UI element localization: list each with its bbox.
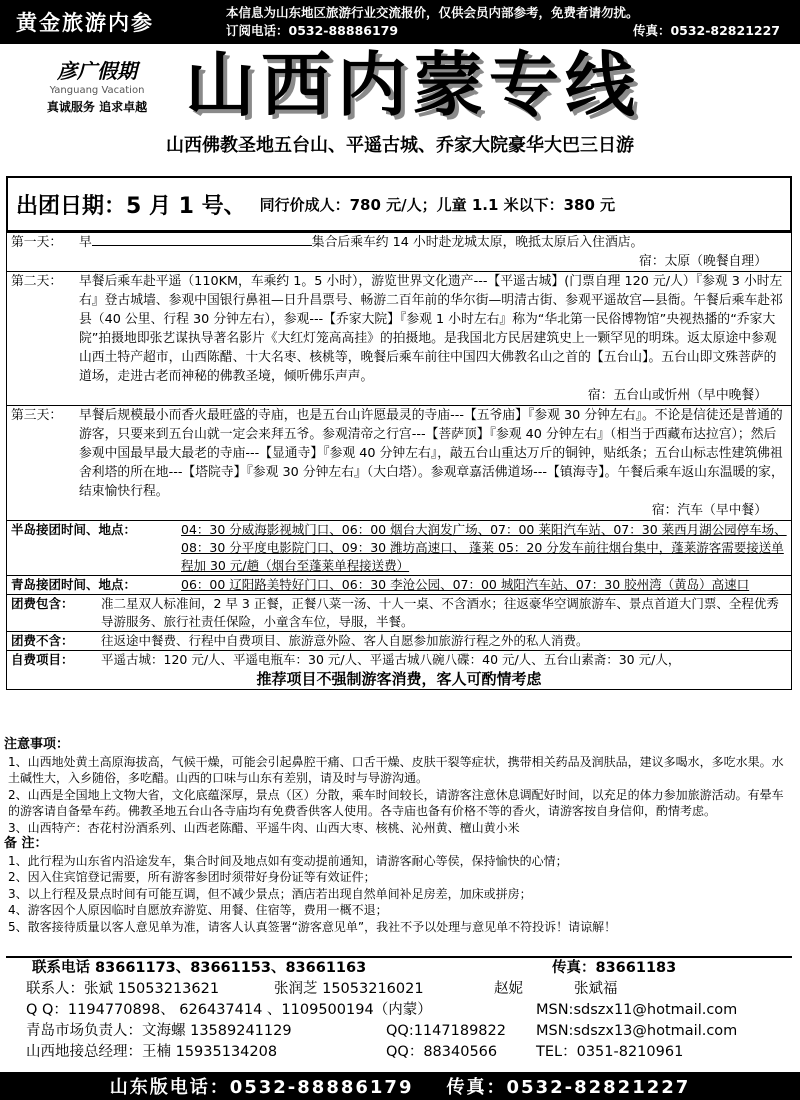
contact-fax: 传真：83661183 xyxy=(552,960,677,976)
logo-slogan: 真诚服务 追求卓越 xyxy=(46,100,148,114)
price-info: 同行价成人：780 元/人；儿童 1.1 米以下：380 元 xyxy=(259,195,616,214)
contact-phones: 联系电话 83661173、83661153、83661163 xyxy=(32,960,367,976)
day-3-stay: 宿：汽车（早中餐） xyxy=(651,503,767,518)
contact-msn: MSN:sdszx11@hotmail.com xyxy=(536,1002,738,1018)
fee-label: 自费项目： xyxy=(11,652,74,667)
shanxi-manager: 山西地接总经理：王楠 15935134208 xyxy=(26,1044,278,1060)
remark-item: 3、以上行程及景点时间有可能互调，但不减少景点；酒店若出现自然单间补足房差，加床或拼房； xyxy=(8,886,532,901)
shanxi-qq: QQ：88340566 xyxy=(386,1044,498,1060)
pickup-text: 04：30 分威海影视城门口、06：00 烟台大润发广场、07：00 莱阳汽车站、07：30 莱西月湖公园停车场、08：30 分平度电影院门口、09：30 潍坊高速口、 蓬莱 05：20 分发车前往烟台集中，蓬莱游客需要接送单程加 30 元/趟（烟台至蓬莱单程接送费） xyxy=(181,522,787,573)
pickup-qingdao xyxy=(7,576,791,595)
day-1-pre: 早 xyxy=(79,235,92,250)
remark-item: 4、游客因个人原因临时自愿放弃游览、用餐、住宿等，费用一概不退； xyxy=(8,903,388,917)
page-title: 山西内蒙专线 xyxy=(185,44,641,126)
pickup-label: 半岛接团时间、地点： xyxy=(11,522,137,537)
day-2-stay: 宿：五台山或忻州（早中晚餐） xyxy=(587,388,767,403)
contact-person: 张润芝 15053216021 xyxy=(274,981,424,997)
pickup-label: 青岛接团时间、地点： xyxy=(11,577,137,592)
tour-subtitle: 山西佛教圣地五台山、平遥古城、乔家大院豪华大巴三日游 xyxy=(166,135,634,156)
fee-text: 往返途中餐费、行程中自费项目、旅游意外险、客人自愿参加旅游行程之外的私人消费。 xyxy=(101,633,589,648)
remark-item: 1、此行程为山东省内沿途发车，集合时间及地点如有变动提前通知，请游客耐心等侯，保持愉快的心情； xyxy=(8,853,568,868)
remark-item: 2、因入住宾馆登记需要，所有游客参团时须带好身份证等有效证件； xyxy=(8,870,376,884)
brand-name: 黄金旅游内参 xyxy=(16,11,154,35)
contact-section xyxy=(6,956,792,1074)
qingdao-qq: QQ:1147189822 xyxy=(386,1023,506,1039)
fee-label: 团费包含： xyxy=(11,596,74,611)
order-phone: 订阅电话：0532-88886179 xyxy=(226,23,399,38)
day-2 xyxy=(7,272,791,406)
contact-qq: Q Q：1194770898、 626437414 、1109500194（内蒙） xyxy=(26,1002,432,1018)
day-label: 第三天： xyxy=(11,408,63,423)
day-1-stay: 宿：太原（晚餐自理） xyxy=(639,254,767,269)
logo-name: 彦广假期 xyxy=(57,59,137,83)
departure-box xyxy=(6,176,792,232)
notes-title: 注意事项： xyxy=(4,737,70,752)
header-fax: 传真：0532-82821227 xyxy=(632,23,780,38)
fee-excluded xyxy=(7,632,791,651)
notes-section xyxy=(4,737,794,935)
note-item: 1、山西地处黄土高原海拔高，气候干燥，可能会引起鼻腔干痛、口舌干燥、皮肤干裂等症状，携带相关药品及润肤品，建议多喝水，多吃水果。水土碱性大，入乡随俗，多吃醋。山西的口味与山东有差别，请及时与导游沟通。 xyxy=(8,754,784,785)
contact-person: 赵妮 xyxy=(494,981,523,997)
departure-date: 出团日期：5 月 1 号、 xyxy=(16,193,246,219)
day-1 xyxy=(7,233,791,272)
footer-text: 山东版电话：0532-88886179 传真：0532-82821227 xyxy=(109,1077,691,1098)
qingdao-manager: 青岛市场负责人：文海螺 13589241129 xyxy=(26,1023,292,1039)
note-item: 3、山西特产：杏花村汾酒系列、山西老陈醋、平遥牛肉、山西大枣、核桃、沁州黄、檀山黄小米 xyxy=(8,820,520,835)
contacts-label: 联系人： xyxy=(26,981,84,997)
header-bar xyxy=(0,0,800,44)
notice-text: 本信息为山东地区旅游行业交流报价，仅供会员内部参考，免费者请勿扰。 xyxy=(226,5,639,20)
header-notice xyxy=(226,4,800,40)
note-item: 2、山西是全国地上文物大省，文化底蕴深厚，景点（区）分散，乘车时间较长，请游客注意休息调配好时间，以充足的体力参加旅游活动。有晕车的游客请自备晕车药。佛教圣地五台山各寺庙均有免费香供客人使用。各寺庙也备有价格不等的香火，请游客按自身信仰，酌情考虑。 xyxy=(8,787,784,818)
fee-text: 平遥古城：120 元/人、平遥电瓶车：30 元/人、平遥古城八碗八碟：40 元/人、五台山素斋：30 元/人， xyxy=(101,652,681,667)
day-1-text: 集合后乘车约 14 小时赴龙城太原，晚抵太原后入住酒店。 xyxy=(311,235,644,250)
day-2-text: 早餐后乘车赴平遥（110KM，车乘约 1。5 小时），游览世界文化遗产---【平遥古城】(门票自理 120 元/人）『参观 3 小时左右』登古城墙、参观中国银行鼻祖—日升昌票号、畅游二百年前的华尔街—明清古街、参观平遥故宫—县衙。午餐后乘车赴祁县（40 公里、行程 30 分钟左右），参观---【乔家大院】『参观 1 小时左右』称为“华北第一民俗博物馆”央视热播的“乔家大院”拍摄地即张艺谋执导著名影片《大红灯笼高高挂》的拍摄地。是我国北方民居建筑史上一颗罕见的明珠。返太原途中参观山西土特产超市，山西陈醋、十大名枣、核桃等，晚餐后乘车前往中国四大佛教名山之首的【五台山】。五台山即文殊菩萨的道场，走进古老而神秘的佛教圣境，倾听佛乐声声。 xyxy=(79,274,783,384)
contact-person: 张斌 15053213621 xyxy=(84,981,220,997)
fee-label: 团费不含： xyxy=(11,633,74,648)
recommend-note: 推荐项目不强制游客消费，客人可酌情考虑 xyxy=(256,670,542,688)
logo-english: Yanguang Vacation xyxy=(49,85,145,96)
day-3-text: 早餐后规模最小而香火最旺盛的寺庙，也是五台山许愿最灵的寺庙---【五爷庙】『参观 30 分钟左右』。不论是信徒还是普通的游客，只要来到五台山就一定会来拜五爷。参观清帝之行宫---【菩萨顶】『参观 40 分钟左右』（相当于西藏布达拉宫）；然后参观中国最早最大最老的寺庙---【显通寺】『参观 40 分钟左右』，敲五台山重达万斤的铜钟，贴纸条；五台山标志性建筑佛祖舍利塔的所在地---【塔院寺】『参观 30 分钟左右』（大白塔）。参观章嘉活佛道场---【镇海寺】。午餐后乘车返山东温暖的家，结束愉快行程。 xyxy=(79,408,784,499)
fee-text: 准二星双人标准间，2 早 3 正餐，正餐八菜一汤、十人一桌、不含酒水；往返豪华空调旅游车、景点首道大门票、全程优秀导游服务、旅行社责任保险，小童含车位，导服，半餐。 xyxy=(101,596,779,629)
time-blank xyxy=(92,233,312,246)
day-label: 第一天： xyxy=(11,235,63,250)
pickup-peninsula xyxy=(7,521,791,576)
pickup-text: 06：00 辽阳路美特好门口、06：30 李沧公园、07：00 城阳汽车站、07：30 胶州湾（黄岛）高速口 xyxy=(181,577,750,592)
remark-item: 5、散客接待质量以客人意见单为准，请客人认真签署“游客意见单”，我社不予以处理与意见单不符投诉！请谅解！ xyxy=(8,919,617,934)
footer-bar xyxy=(0,1072,800,1100)
remarks-title: 备 注： xyxy=(4,836,48,851)
day-3 xyxy=(7,406,791,521)
itinerary-table xyxy=(6,232,792,690)
contact-person: 张斌福 xyxy=(574,981,618,997)
fee-included xyxy=(7,595,791,632)
shanxi-tel: TEL：0351-8210961 xyxy=(536,1044,684,1060)
agency-logo xyxy=(22,55,172,117)
contact-msn: MSN:sdszx13@hotmail.com xyxy=(536,1023,738,1039)
optional-items xyxy=(7,651,791,669)
day-label: 第二天： xyxy=(11,274,63,289)
